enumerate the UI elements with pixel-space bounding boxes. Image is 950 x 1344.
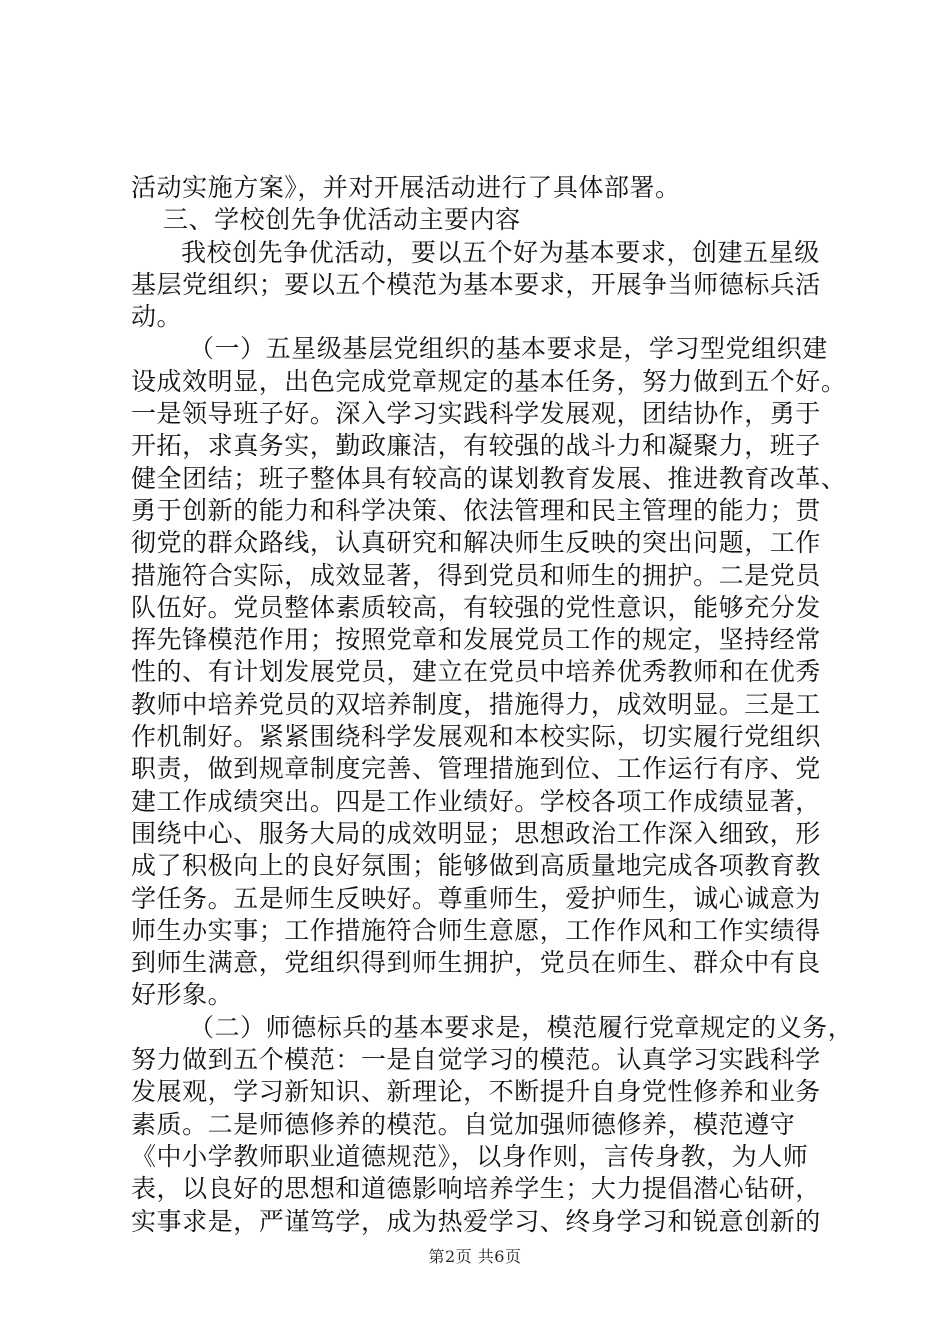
text-line: 围绕中心、服务大局的成效明显；思想政治工作深入细致，形 bbox=[131, 818, 821, 848]
text-line: 性的、有计划发展党员，建立在党员中培养优秀教师和在优秀 bbox=[131, 657, 821, 687]
text-line: 彻党的群众路线，认真研究和解决师生反映的突出问题，工作 bbox=[131, 528, 821, 558]
text-line: 发展观，学习新知识、新理论，不断提升自身党性修养和业务 bbox=[131, 1077, 821, 1107]
text-line: 素质。二是师德修养的模范。自觉加强师德修养，模范遵守 bbox=[131, 1109, 796, 1139]
text-line: 一是领导班子好。深入学习实践科学发展观，团结协作，勇于 bbox=[131, 399, 821, 429]
text-line: 健全团结；班子整体具有较高的谋划教育发展、推进教育改革、 bbox=[131, 463, 847, 493]
document-body bbox=[131, 172, 854, 1238]
text-line: 我校创先争优活动，要以五个好为基本要求，创建五星级 bbox=[181, 237, 820, 267]
text-line: 学任务。五是师生反映好。尊重师生，爱护师生，诚心诚意为 bbox=[131, 883, 821, 913]
text-line: 措施符合实际，成效显著，得到党员和师生的拥护。二是党员 bbox=[131, 560, 821, 590]
text-line: 设成效明显，出色完成党章规定的基本任务，努力做到五个好。 bbox=[131, 366, 847, 396]
text-line: 职责，做到规章制度完善、管理措施到位、工作运行有序、党 bbox=[131, 754, 821, 784]
text-line: 师生办实事；工作措施符合师生意愿，工作作风和工作实绩得 bbox=[131, 915, 821, 945]
text-line: 成了积极向上的良好氛围；能够做到高质量地完成各项教育教 bbox=[131, 851, 821, 881]
page-number-footer: 第2页 共6页 bbox=[428, 1247, 522, 1266]
text-line: 好形象。 bbox=[131, 980, 234, 1010]
text-line: 活动实施方案》，并对开展活动进行了具体部署。 bbox=[131, 173, 681, 202]
text-line: 开拓，求真务实，勤政廉洁，有较强的战斗力和凝聚力，班子 bbox=[131, 431, 821, 461]
text-line: 挥先锋模范作用；按照党章和发展党员工作的规定，坚持经常 bbox=[131, 625, 821, 655]
text-line: 实事求是，严谨笃学，成为热爱学习、终身学习和锐意创新的 bbox=[131, 1206, 821, 1236]
text-line: 作机制好。紧紧围绕科学发展观和本校实际，切实履行党组织 bbox=[131, 722, 821, 752]
text-line: （一）五星级基层党组织的基本要求是，学习型党组织建 bbox=[189, 334, 828, 364]
text-line: 队伍好。党员整体素质较高，有较强的党性意识，能够充分发 bbox=[131, 592, 821, 622]
text-line: 表，以良好的思想和道德影响培养学生；大力提倡潜心钻研， bbox=[131, 1174, 821, 1204]
text-line: 教师中培养党员的双培养制度，措施得力，成效明显。三是工 bbox=[131, 689, 821, 719]
text-line: 努力做到五个模范：一是自觉学习的模范。认真学习实践科学 bbox=[131, 1045, 821, 1075]
text-line: 《中小学教师职业道德规范》，以身作则，言传身教，为人师 bbox=[131, 1141, 809, 1171]
section-heading: 三、学校创先争优活动主要内容 bbox=[163, 205, 521, 235]
text-line: 动。 bbox=[131, 302, 183, 332]
text-line: 到师生满意，党组织得到师生拥护，党员在师生、群众中有良 bbox=[131, 948, 821, 978]
text-line: 建工作成绩突出。四是工作业绩好。学校各项工作成绩显著， bbox=[131, 786, 821, 816]
text-line: （二）师德标兵的基本要求是，模范履行党章规定的义务， bbox=[189, 1012, 854, 1042]
text-line: 基层党组织；要以五个模范为基本要求，开展争当师德标兵活 bbox=[131, 269, 821, 299]
text-line: 勇于创新的能力和科学决策、依法管理和民主管理的能力；贯 bbox=[131, 495, 821, 525]
